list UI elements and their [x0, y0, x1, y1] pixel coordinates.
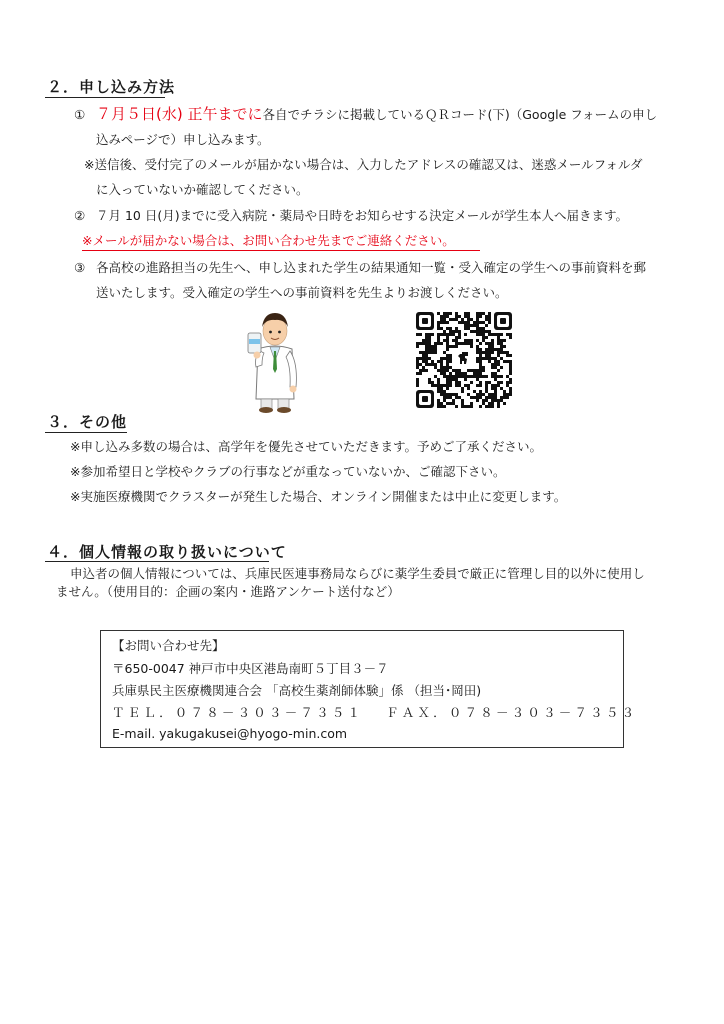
item1-deadline: ７月５日(水) 正午までに [96, 105, 263, 123]
item1-text-a: 各自でチラシに掲載しているＱＲコード(下)（Google フォームの申し [262, 107, 658, 122]
contact-tel-fax: ＴＥＬ．０７８－３０３－７３５１ ＦＡＸ．０７８－３０３－７３５３ [112, 705, 638, 720]
pharmacist-illustration [244, 303, 306, 415]
item2-number: ② [74, 208, 86, 223]
note2-underline [82, 250, 480, 251]
item1-number: ① [74, 107, 86, 122]
qr-finder-top-left [416, 312, 434, 330]
note1-line-a: ※送信後、受付完了のメールが届かない場合は、入力したアドレスの確認又は、迷惑メールフォルダ [84, 157, 643, 172]
qr-finder-top-right [494, 312, 512, 330]
contact-address: 〒650-0047 神戸市中央区港島南町５丁目３－７ [112, 661, 389, 676]
section4-line-b: ません。（使用目的：企画の案内・進路アンケート送付など） [56, 584, 400, 599]
qr-code-icon[interactable] [416, 312, 512, 408]
section3-note-2: ※参加希望日と学校やクラブの行事などが重なっていないか、ご確認下さい。 [70, 464, 506, 479]
contact-heading: 【お問い合わせ先】 [112, 638, 225, 653]
section3-note-1: ※申し込み多数の場合は、高学年を優先させていただきます。予めご了承ください。 [70, 439, 542, 454]
qr-center-logo [454, 348, 474, 368]
section3-note-3: ※実施医療機関でクラスターが発生した場合、オンライン開催または中止に変更します。 [70, 489, 567, 504]
section3-title-underline [45, 432, 127, 433]
item1-text-b: 込みページで）申し込みます。 [96, 132, 270, 147]
section4-title: ４．個人情報の取り扱いについて [47, 543, 287, 561]
section2-title-underline [45, 97, 165, 98]
note2: ※メールが届かない場合は、お問い合わせ先までご連絡ください。 [82, 233, 455, 248]
item3-number: ③ [74, 260, 86, 275]
item2-line [74, 208, 628, 224]
item1-line-a [74, 106, 657, 123]
section3-title: ３．その他 [47, 413, 128, 431]
contact-box [100, 630, 638, 748]
item3-text-a: 各高校の進路担当の先生へ、申し込まれた学生の結果通知一覧・受入確定の学生への事前資料を郵 [96, 260, 647, 275]
section4-title-underline [45, 561, 269, 562]
item3-text-b: 送いたします。受入確定の学生への事前資料を先生よりお渡しください。 [96, 285, 508, 300]
item3-line-a [74, 260, 646, 276]
section2-title: ２．申し込み方法 [47, 78, 176, 96]
qr-finder-bottom-left [416, 390, 434, 408]
section4-line-a: 申込者の個人情報については、兵庫民医連事務局ならびに薬学生委員で厳正に管理し目的以外に使用し [70, 566, 645, 581]
contact-org: 兵庫県民主医療機関連合会 「高校生薬剤師体験」係 （担当･岡田) [112, 683, 482, 698]
note1-line-b: に入っていないか確認してください。 [96, 182, 309, 197]
contact-email[interactable]: E-mail. yakugakusei@hyogo-min.com [112, 726, 348, 741]
item2-text: ７月 10 日(月)までに受入病院・薬局や日時をお知らせする決定メールが学生本人へ届きます。 [96, 208, 628, 223]
